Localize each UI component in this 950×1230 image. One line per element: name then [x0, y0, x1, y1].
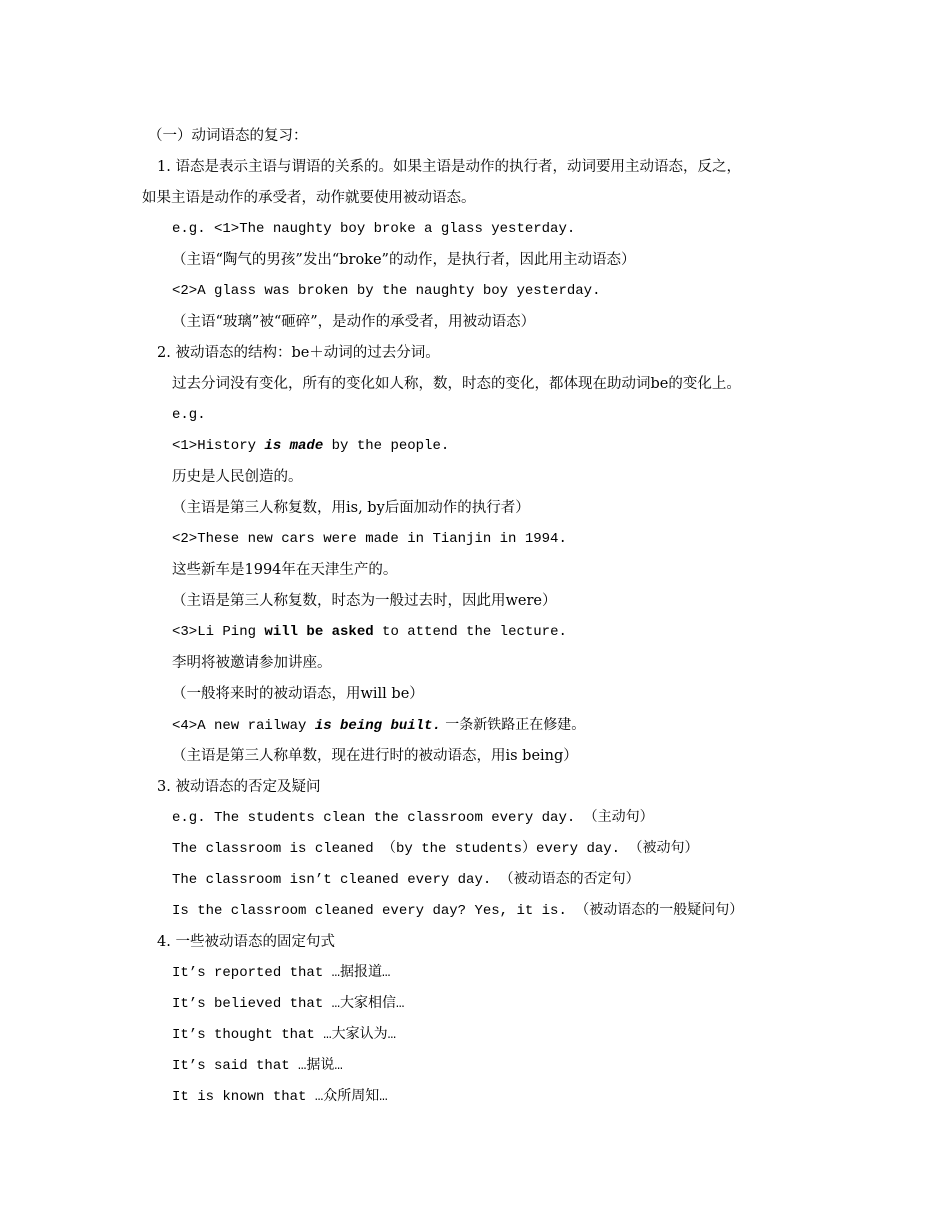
paragraph-1-line-2: 如果主语是动作的承受者，动作就要使用被动语态。	[142, 190, 476, 206]
passive-example-2-note: （主语是第三人称复数，时态为一般过去时，因此用were）	[172, 593, 557, 609]
passive-example-3-pre: <3>Li Ping	[172, 624, 265, 640]
paragraph-1-line-1: 1. 语态是表示主语与谓语的关系的。如果主语是动作的执行者，动词要用主动语态，反之，	[157, 159, 741, 175]
passive-example-2-translation: 这些新车是1994年在天津生产的。	[172, 562, 398, 578]
passive-example-3-translation: 李明将被邀请参加讲座。	[172, 655, 332, 671]
passive-example-4-emphasis: is being built.	[314, 718, 441, 734]
passive-example-3-emphasis: will be asked	[264, 624, 374, 640]
paragraph-3-heading: 3. 被动语态的否定及疑问	[157, 779, 321, 795]
fixed-pattern-5: It is known that …众所周知…	[172, 1089, 388, 1105]
passive-example-3-note: （一般将来时的被动语态，用will be）	[172, 686, 424, 702]
example-2: <2>A glass was broken by the naughty boy yesterday.	[172, 283, 601, 299]
passive-example-4-note: （主语是第三人称单数，现在进行时的被动语态，用is being）	[172, 748, 578, 764]
fixed-pattern-1: It’s reported that …据报道…	[172, 965, 391, 981]
passive-example-1	[172, 436, 449, 456]
fixed-pattern-2: It’s believed that …大家相信…	[172, 996, 405, 1012]
passive-example-4-pre: <4>A new railway	[172, 718, 315, 734]
passive-example-4	[172, 715, 585, 736]
paragraph-2-heading: 2. 被动语态的结构：be＋动词的过去分词。	[157, 345, 440, 361]
passive-example-1-emphasis: is made	[264, 438, 324, 454]
example-2-note: （主语“玻璃”被“砸碎”，是动作的承受者，用被动语态）	[172, 314, 536, 330]
section-title: （一）动词语态的复习：	[148, 128, 308, 144]
passive-example-3-post: to attend the lecture.	[373, 624, 567, 640]
fixed-pattern-4: It’s said that …据说…	[172, 1058, 343, 1074]
fixed-pattern-3: It’s thought that …大家认为…	[172, 1027, 397, 1043]
example-1: e.g. <1>The naughty boy broke a glass yesterday.	[172, 221, 576, 237]
eg-label: e.g.	[172, 407, 206, 423]
passive-example-1-pre: <1>History	[172, 438, 265, 454]
negation-line-1: e.g. The students clean the classroom every day. （主动句）	[172, 810, 654, 826]
paragraph-2-description: 过去分词没有变化，所有的变化如人称，数，时态的变化，都体现在助动词be的变化上。	[172, 376, 741, 392]
passive-example-1-post: by the people.	[323, 438, 450, 454]
example-1-note: （主语“陶气的男孩”发出“broke”的动作，是执行者，因此用主动语态）	[172, 252, 636, 268]
passive-example-1-note: （主语是第三人称复数，用is, by后面加动作的执行者）	[172, 500, 530, 516]
passive-example-3	[172, 622, 567, 642]
negation-line-2: The classroom is cleaned （by the students）every day. （被动句）	[172, 841, 699, 857]
negation-line-3: The classroom isn’t cleaned every day. （被动语态的否定句）	[172, 872, 640, 888]
passive-example-4-post: 一条新铁路正在修建。	[440, 717, 586, 733]
passive-example-1-translation: 历史是人民创造的。	[172, 469, 303, 485]
paragraph-4-heading: 4. 一些被动语态的固定句式	[157, 934, 335, 950]
negation-line-4: Is the classroom cleaned every day? Yes, it is. （被动语态的一般疑问句）	[172, 903, 744, 919]
passive-example-2: <2>These new cars were made in Tianjin in 1994.	[172, 531, 567, 547]
